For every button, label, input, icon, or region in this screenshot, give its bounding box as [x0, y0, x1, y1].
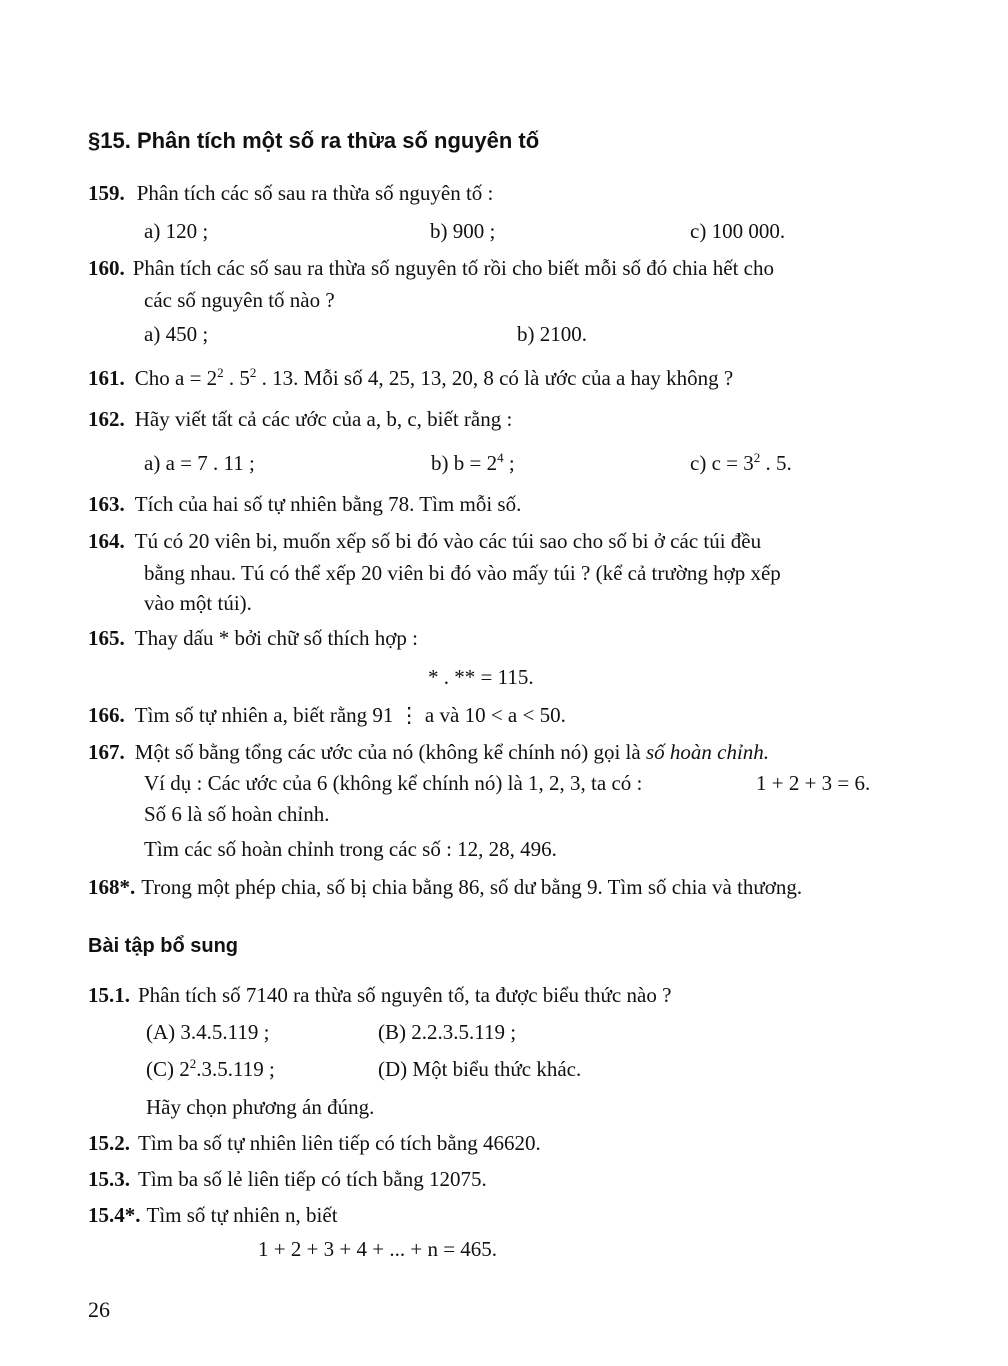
exponent: 2	[753, 450, 761, 465]
text-part: .3.5.119 ;	[196, 1057, 275, 1081]
problem-number: 164.	[88, 529, 125, 553]
text-part: Tìm số tự nhiên a, biết rằng 91	[134, 703, 394, 727]
problem-text-line3: Số 6 là số hoàn chỉnh.	[144, 802, 330, 826]
problem-text-line1: Tú có 20 viên bi, muốn xếp số bi đó vào các túi sao cho số bi ở các túi đều	[134, 529, 762, 553]
choice-b: (B) 2.2.3.5.119 ;	[378, 1020, 517, 1044]
problem-163	[88, 492, 521, 517]
problem-text	[135, 703, 566, 727]
section-heading	[88, 128, 539, 154]
page-number: 26	[88, 1297, 110, 1322]
option-c	[690, 451, 792, 476]
text-part: b) b = 2	[431, 451, 498, 475]
problem-number: 167.	[88, 740, 125, 764]
option-a: a) 450 ;	[144, 322, 209, 346]
choice-d: (D) Một biểu thức khác.	[378, 1057, 582, 1081]
problem-text-line4: Tìm các số hoàn chỉnh trong các số : 12, 28, 496.	[144, 837, 557, 861]
problem-text: Thay dấu * bởi chữ số thích hợp :	[134, 626, 418, 650]
exponent: 2	[249, 365, 257, 380]
problem-number: 162.	[88, 407, 125, 431]
problem-number: 159.	[88, 181, 125, 205]
problem-text: Tìm ba số lẻ liên tiếp có tích bằng 12075.	[138, 1167, 487, 1191]
problem-166	[88, 703, 566, 728]
problem-165	[88, 626, 418, 651]
problem-text: Trong một phép chia, số bị chia bằng 86, số dư bằng 9. Tìm số chia và thương.	[141, 875, 803, 899]
text-part: ;	[503, 451, 515, 475]
problem-number: 15.4*.	[88, 1203, 141, 1227]
section-number: §15.	[88, 128, 131, 153]
choice-a: (A) 3.4.5.119 ;	[146, 1020, 270, 1044]
problem-number: 166.	[88, 703, 125, 727]
exponent: 2	[189, 1056, 197, 1071]
problem-text-line1: Phân tích các số sau ra thừa số nguyên tố rồi cho biết mỗi số đó chia hết cho	[132, 256, 774, 280]
divides-symbol: ⋮	[398, 703, 420, 727]
option-c: c) 100 000.	[690, 219, 786, 243]
supplement-15-2	[88, 1131, 541, 1156]
problem-text-line1	[135, 740, 769, 764]
exponent: 4	[497, 450, 504, 465]
text-part: c) c = 3	[690, 451, 754, 475]
option-b: b) 900 ;	[430, 219, 496, 243]
problem-159	[88, 181, 493, 206]
text-part: a và 10 < a < 50.	[424, 703, 566, 727]
problem-number: 165.	[88, 626, 125, 650]
choice-c	[146, 1057, 275, 1082]
option-b: b) 2100.	[517, 322, 587, 346]
supplement-15-1	[88, 983, 671, 1008]
problem-162	[88, 407, 512, 432]
italic-term: số hoàn chỉnh.	[645, 740, 770, 764]
option-b	[431, 451, 515, 476]
problem-number: 15.3.	[88, 1167, 130, 1191]
problem-text: Tìm số tự nhiên n, biết	[146, 1203, 338, 1227]
problem-text: Tích của hai số tự nhiên bằng 78. Tìm mỗi số.	[134, 492, 522, 516]
text-part: Một số bằng tổng các ước của nó (không kể chính nó) gọi là	[134, 740, 641, 764]
exponent: 2	[217, 365, 224, 380]
problem-text-line2: Ví dụ : Các ước của 6 (không kể chính nó) là 1, 2, 3, ta có :	[144, 771, 643, 795]
problem-text: Hãy viết tất cả các ước của a, b, c, biết rằng :	[134, 407, 513, 431]
formula: 1 + 2 + 3 + 4 + ... + n = 465.	[258, 1237, 498, 1261]
text-part: . 5	[223, 366, 250, 390]
problem-number: 168*.	[88, 875, 136, 899]
problem-text-line2: các số nguyên tố nào ?	[144, 288, 335, 312]
option-a: a) 120 ;	[144, 219, 209, 243]
problem-text-line3: vào một túi).	[144, 591, 252, 615]
problem-164	[88, 529, 761, 554]
example-equation: 1 + 2 + 3 = 6.	[756, 771, 871, 795]
formula: * . ** = 115.	[428, 665, 534, 689]
text-part: Cho a = 2	[134, 366, 218, 390]
problem-number: 163.	[88, 492, 125, 516]
problem-text: Phân tích các số sau ra thừa số nguyên tố :	[136, 181, 494, 205]
problem-text: Tìm ba số tự nhiên liên tiếp có tích bằng 46620.	[138, 1131, 541, 1155]
supplement-15-3	[88, 1167, 487, 1192]
problem-number: 15.1.	[88, 983, 130, 1007]
problem-168	[88, 875, 802, 900]
problem-160	[88, 256, 774, 281]
problem-text: Phân tích số 7140 ra thừa số nguyên tố, ta được biểu thức nào ?	[138, 983, 672, 1007]
problem-number: 160.	[88, 256, 125, 280]
text-part: . 13. Mỗi số 4, 25, 13, 20, 8 có là ước của a hay không ?	[256, 366, 734, 390]
problem-number: 161.	[88, 366, 125, 390]
problem-text	[135, 366, 734, 390]
option-a: a) a = 7 . 11 ;	[144, 451, 255, 475]
section-title: Phân tích một số ra thừa số nguyên tố	[136, 128, 540, 153]
problem-161	[88, 366, 733, 391]
supplement-15-4	[88, 1203, 338, 1228]
text-part: . 5.	[760, 451, 792, 475]
text-part: (C) 2	[146, 1057, 190, 1081]
supplement-heading: Bài tập bổ sung	[88, 935, 238, 957]
instruction: Hãy chọn phương án đúng.	[146, 1095, 375, 1119]
problem-167	[88, 740, 769, 765]
problem-number: 15.2.	[88, 1131, 130, 1155]
problem-text-line2: bằng nhau. Tú có thể xếp 20 viên bi đó vào mấy túi ? (kể cả trường hợp xếp	[144, 561, 781, 585]
